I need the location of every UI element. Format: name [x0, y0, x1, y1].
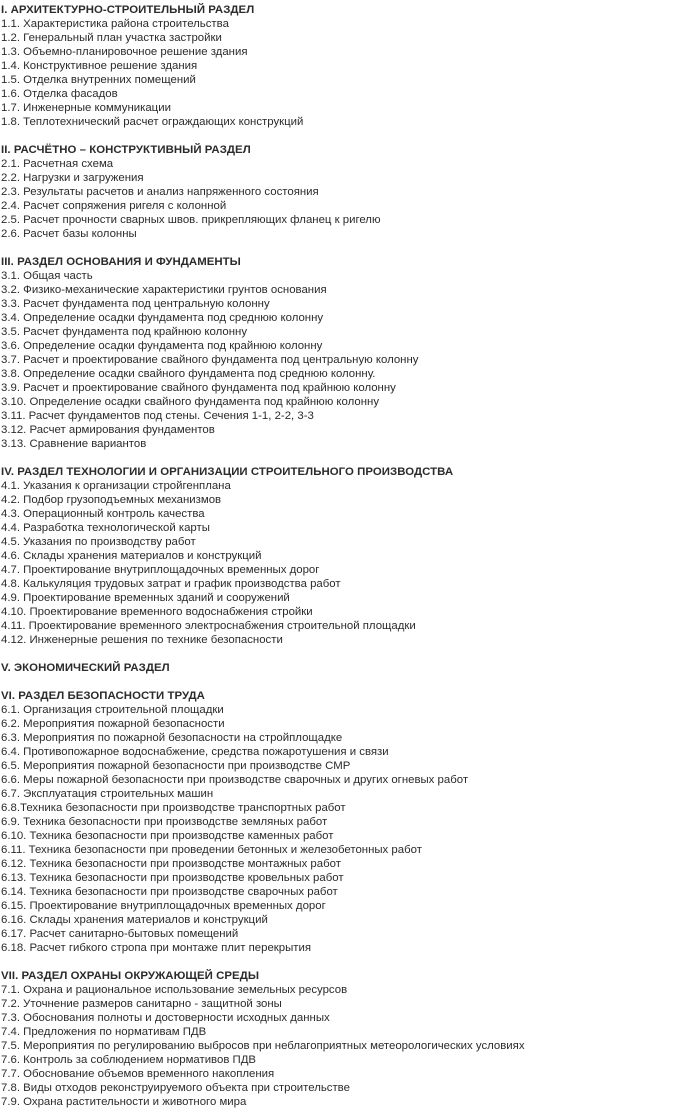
section-title: V. ЭКОНОМИЧЕСКИЙ РАЗДЕЛ: [1, 662, 170, 674]
list-item: 7.9. Охрана растительности и животного мира: [1, 1096, 247, 1108]
list-item: 4.4. Разработка технологической карты: [1, 522, 210, 534]
list-item: 6.6. Меры пожарной безопасности при производстве сварочных и других огневых работ: [1, 774, 469, 786]
section-5: [1, 661, 700, 675]
list-item: 6.15. Проектирование внутриплощадочных временных дорог: [1, 900, 326, 912]
list-item: 6.7. Эксплуатация строительных машин: [1, 788, 214, 800]
list-item: 2.6. Расчет базы колонны: [1, 228, 137, 240]
list-item: 4.5. Указания по производству работ: [1, 536, 196, 548]
list-item: 6.14. Техника безопасности при производстве сварочных работ: [1, 886, 338, 898]
list-item: 2.3. Результаты расчетов и анализ напряженного состояния: [1, 186, 319, 198]
list-item: 1.5. Отделка внутренних помещений: [1, 74, 196, 86]
list-item: 3.11. Расчет фундаментов под стены. Сечения 1-1, 2-2, 3-3: [1, 410, 314, 422]
list-item: 4.12. Инженерные решения по технике безопасности: [1, 634, 283, 646]
section-title: I. АРХИТЕКТУРНО-СТРОИТЕЛЬНЫЙ РАЗДЕЛ: [1, 4, 255, 16]
list-item: 7.1. Охрана и рациональное использование земельных ресурсов: [1, 984, 348, 996]
section-1: [1, 3, 700, 129]
list-item: 3.1. Общая часть: [1, 270, 93, 282]
list-item: 1.3. Объемно-планировочное решение здания: [1, 46, 248, 58]
list-item: 3.2. Физико-механические характеристики грунтов основания: [1, 284, 327, 296]
list-item: 7.6. Контроль за соблюдением нормативов ПДВ: [1, 1054, 257, 1066]
list-item: 2.1. Расчетная схема: [1, 158, 114, 170]
list-item: 4.3. Операционный контроль качества: [1, 508, 205, 520]
list-item: 3.4. Определение осадки фундамента под среднюю колонну: [1, 312, 324, 324]
list-item: 2.5. Расчет прочности сварных швов. прикрепляющих фланец к ригелю: [1, 214, 381, 226]
list-item: 6.11. Техника безопасности при проведении бетонных и железобетонных работ: [1, 844, 422, 856]
list-item: 1.4. Конструктивное решение здания: [1, 60, 198, 72]
list-item: 1.2. Генеральный план участка застройки: [1, 32, 222, 44]
section-title: III. РАЗДЕЛ ОСНОВАНИЯ И ФУНДАМЕНТЫ: [1, 256, 241, 268]
list-item: 1.7. Инженерные коммуникации: [1, 102, 171, 114]
section-title: II. РАСЧЁТНО – КОНСТРУКТИВНЫЙ РАЗДЕЛ: [1, 144, 251, 156]
list-item: 1.8. Теплотехнический расчет ограждающих конструкций: [1, 116, 304, 128]
list-item: 4.1. Указания к организации стройгенплана: [1, 480, 231, 492]
list-item: 7.8. Виды отходов реконструируемого объекта при строительстве: [1, 1082, 350, 1094]
list-item: 3.13. Сравнение вариантов: [1, 438, 147, 450]
list-item: 3.10. Определение осадки свайного фундамента под крайнюю колонну: [1, 396, 380, 408]
list-item: 7.4. Предложения по нормативам ПДВ: [1, 1026, 207, 1038]
list-item: 6.2. Мероприятия пожарной безопасности: [1, 718, 225, 730]
list-item: 6.10. Техника безопасности при производстве каменных работ: [1, 830, 334, 842]
list-item: 6.12. Техника безопасности при производстве монтажных работ: [1, 858, 341, 870]
list-item: 6.5. Мероприятия пожарной безопасности при производстве СМР: [1, 760, 351, 772]
section-title: IV. РАЗДЕЛ ТЕХНОЛОГИИ И ОРГАНИЗАЦИИ СТРОИТЕЛЬНОГО ПРОИЗВОДСТВА: [1, 466, 454, 478]
list-item: 3.5. Расчет фундамента под крайнюю колонну: [1, 326, 248, 338]
list-item: 6.8.Техника безопасности при производстве транспортных работ: [1, 802, 346, 814]
list-item: 4.11. Проектирование временного электроснабжения строительной площадки: [1, 620, 416, 632]
section-3: [1, 255, 700, 451]
list-item: 7.5. Мероприятия по регулированию выбросов при неблагоприятных метеорологических условиях: [1, 1040, 525, 1052]
list-item: 6.4. Противопожарное водоснабжение, средства пожаротушения и связи: [1, 746, 389, 758]
section-title: VII. РАЗДЕЛ ОХРАНЫ ОКРУЖАЮЩЕЙ СРЕДЫ: [1, 970, 260, 982]
list-item: 4.6. Склады хранения материалов и конструкций: [1, 550, 262, 562]
list-item: 6.17. Расчет санитарно-бытовых помещений: [1, 928, 239, 940]
section-4: [1, 465, 700, 647]
list-item: 1.1. Характеристика района строительства: [1, 18, 229, 30]
list-item: 6.3. Мероприятия по пожарной безопасности на стройплощадке: [1, 732, 343, 744]
section-7: [1, 969, 700, 1109]
list-item: 4.7. Проектирование внутриплощадочных временных дорог: [1, 564, 320, 576]
list-item: 3.8. Определение осадки свайного фундамента под среднюю колонну.: [1, 368, 376, 380]
list-item: 2.2. Нагрузки и загружения: [1, 172, 144, 184]
list-item: 3.9. Расчет и проектирование свайного фундамента под крайнюю колонну: [1, 382, 396, 394]
list-item: 7.2. Уточнение размеров санитарно - защитной зоны: [1, 998, 282, 1010]
section-6: [1, 689, 700, 955]
list-item: 4.2. Подбор грузоподъемных механизмов: [1, 494, 222, 506]
list-item: 4.9. Проектирование временных зданий и сооружений: [1, 592, 290, 604]
list-item: 6.18. Расчет гибкого стропа при монтаже плит перекрытия: [1, 942, 312, 954]
list-item: 7.7. Обоснование объемов временного накопления: [1, 1068, 275, 1080]
list-item: 4.8. Калькуляция трудовых затрат и график производства работ: [1, 578, 341, 590]
list-item: 6.13. Техника безопасности при производстве кровельных работ: [1, 872, 344, 884]
list-item: 4.10. Проектирование временного водоснабжения стройки: [1, 606, 313, 618]
list-item: 3.3. Расчет фундамента под центральную колонну: [1, 298, 270, 310]
list-item: 3.12. Расчет армирования фундаментов: [1, 424, 215, 436]
list-item: 2.4. Расчет сопряжения ригеля с колонной: [1, 200, 227, 212]
list-item: 1.6. Отделка фасадов: [1, 88, 118, 100]
section-2: [1, 143, 700, 241]
list-item: 3.6. Определение осадки фундамента под крайнюю колонну: [1, 340, 323, 352]
list-item: 6.1. Организация строительной площадки: [1, 704, 224, 716]
list-item: 6.9. Техника безопасности при производстве земляных работ: [1, 816, 328, 828]
section-title: VI. РАЗДЕЛ БЕЗОПАСНОСТИ ТРУДА: [1, 690, 205, 702]
list-item: 3.7. Расчет и проектирование свайного фундамента под центральную колонну: [1, 354, 419, 366]
list-item: 7.3. Обоснования полноты и достоверности исходных данных: [1, 1012, 330, 1024]
list-item: 6.16. Склады хранения материалов и конструкций: [1, 914, 268, 926]
